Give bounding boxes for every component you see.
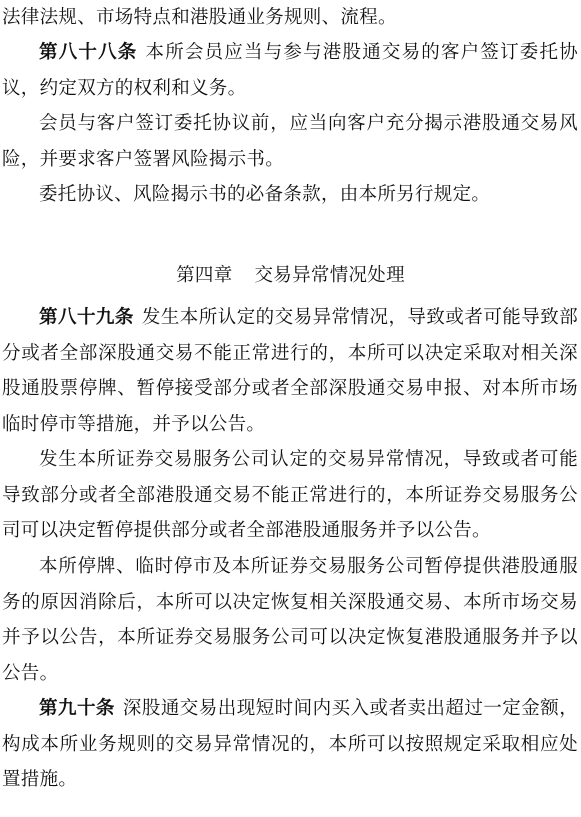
paragraph-text: 委托协议、风险揭示书的必备条款，由本所另行规定。: [39, 184, 491, 205]
article-89: [2, 300, 578, 442]
article-88: [2, 35, 578, 106]
article-text: 发生本所认定的交易异常情况，导致或者可能导致部分或者全部深股通交易不能正常进行的，本所可以决定采取对相关深股通股票停牌、暂停接受部分或者全部深股通交易申报、对本所市场临时停市等措施，并予以公告。: [2, 307, 578, 435]
paragraph-text: 本所停牌、临时停市及本所证券交易服务公司暂停提供港股通服务的原因消除后，本所可以决定恢复相关深股通交易、本所市场交易并予以公告，本所证券交易服务公司可以决定恢复港股通服务并予以公告。: [2, 556, 578, 684]
article-90: [2, 691, 578, 798]
article-text: 本所会员应当与参与港股通交易的客户签订委托协议，约定双方的权利和义务。: [2, 42, 578, 99]
paragraph-text: 会员与客户签订委托协议前，应当向客户充分揭示港股通交易风险，并要求客户签署风险揭示书。: [2, 113, 578, 170]
article-text: 深股通交易出现短时间内买入或者卖出超过一定金额，构成本所业务规则的交易异常情况的，本所可以按照规定采取相应处置措施。: [2, 698, 579, 790]
article-number: 第八十九条: [39, 307, 134, 328]
chapter-title: 交易异常情况处理: [254, 265, 405, 286]
article-number: 第八十八条: [39, 42, 138, 63]
article-88-paragraph-3: [2, 177, 578, 213]
paragraph-text: 发生本所证券交易服务公司认定的交易异常情况，导致或者可能导致部分或者全部港股通交易不能正常进行的，本所证券交易服务公司可以决定暂停提供部分或者全部港股通服务并予以公告。: [2, 449, 578, 541]
article-89-paragraph-2: [2, 442, 578, 549]
article-88-paragraph-2: [2, 106, 578, 177]
paragraph-continuation: [2, 0, 578, 36]
article-89-paragraph-3: [2, 549, 578, 691]
article-number: 第九十条: [39, 698, 115, 719]
chapter-heading: [0, 258, 581, 293]
paragraph-text: 法律法规、市场特点和港股通业务规则、流程。: [2, 7, 397, 28]
chapter-number: 第四章: [176, 265, 233, 286]
